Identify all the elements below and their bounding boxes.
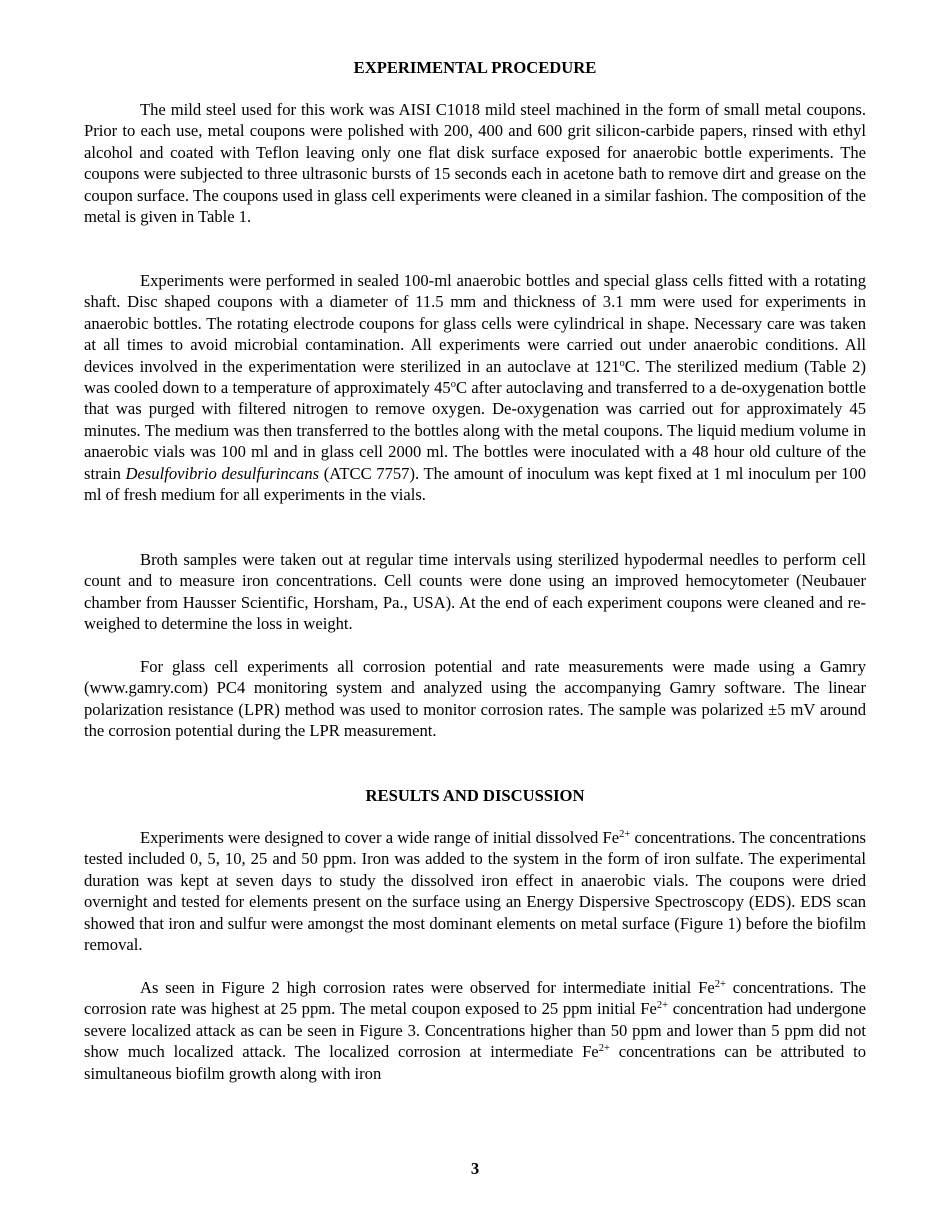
degree-superscript: o [450,379,456,391]
paragraph-text: concentrations. The corrosion rate was highest at 25 ppm. The metal coupon exposed to 25 ppm initial Fe [84,978,866,1019]
paragraph-experiments-setup [84,270,866,505]
paragraph-glass-cell: For glass cell experiments all corrosion potential and rate measurements were made using a Gamry (www.gamry.com) PC4 monitoring system and analyzed using the accompanying Gamry software. The linear polarization resistance (LPR) method was used to monitor corrosion rates. The sample was polarized ±5 mV around the corrosion potential during the LPR measurement. [84,657,866,741]
section-heading-results-discussion: RESULTS AND DISCUSSION [365,786,585,805]
paragraph-text: C. The sterilized medium (Table 2) was cooled down to a temperature of approximately 45 [84,356,866,398]
species-name: Desulfovibrio desulfurincans [125,463,320,483]
paragraph-text: (ATCC 7757). The amount of inoculum was kept fixed at 1 ml inoculum per 100 ml of fresh medium for all experiments in the vials. [84,463,867,505]
paragraph-text: Experiments were designed to cover a wide range of initial dissolved Fe [140,828,620,847]
ion-charge-superscript: 2+ [714,979,726,990]
paragraph-text: As seen in Figure 2 high corrosion rates were observed for intermediate initial Fe [140,978,715,997]
paragraph-broth-samples: Broth samples were taken out at regular time intervals using sterilized hypodermal needles to perform cell count and to measure iron concentrations. Cell counts were done using an improved hemocytometer (Neubauer chamber from Hausser Scientific, Horsham, Pa., USA). At the end of each experiment coupons were cleaned and re-weighed to determine the loss in weight. [84,550,866,634]
ion-charge-superscript: 2+ [598,1043,610,1055]
paragraph-text: concentration had undergone severe localized attack as can be seen in Figure 3. Concentrations higher than 50 ppm and lower than 5 ppm did not show much localized attack. The localized corrosion at intermediate Fe [84,999,866,1062]
paragraph-materials: The mild steel used for this work was AISI C1018 mild steel machined in the form of small metal coupons. Prior to each use, metal coupons were polished with 200, 400 and 600 grit silicon-carbide papers, rinsed with ethyl alcohol and coated with Teflon leaving only one flat disk surface exposed for anaerobic bottle experiments. The coupons were subjected to three ultrasonic bursts of 15 seconds each in acetone bath to remove dirt and grease on the coupon surface. The coupons used in glass cell experiments were cleaned in a similar fashion. The composition of the metal is given in Table 1. [84,100,866,227]
paragraph-text: concentrations can be attributed to simultaneous biofilm growth along with iron [84,1042,867,1083]
paragraph-text: concentrations. The concentrations tested included 0, 5, 10, 25 and 50 ppm. Iron was added to the system in the form of iron sulfate. The experimental duration was kept at seven days to study the dissolved iron effect in anaerobic vials. The coupons were dried overnight and tested for elements present on the surface using an Energy Dispersive Spectroscopy (EDS). EDS scan showed that iron and sulfur were amongst the most dominant elements on metal surface (Figure 1) before the biofilm removal. [84,828,866,955]
paragraph-text: Experiments were performed in sealed 100-ml anaerobic bottles and special glass cells fitted with a rotating shaft. Disc shaped coupons with a diameter of 11.5 mm and thickness of 3.1 mm were used for experiments in anaerobic bottles. The rotating electrode coupons for glass cells were cylindrical in shape. Necessary care was taken at all times to avoid microbial contamination. All experiments were carried out under anaerobic conditions. All devices involved in the experimentation were sterilized in an autoclave at 121 [84,271,866,376]
paragraph-corrosion-rates [84,977,866,1084]
paragraph-iron-concentrations [84,827,866,955]
ion-charge-superscript: 2+ [656,1000,669,1012]
paragraph-text: C after autoclaving and transferred to a de-oxygenation bottle that was purged with filtered nitrogen to remove oxygen. De-oxygenation was carried out for approximately 45 minutes. The medium was then transferred to the bottles along with the metal coupons. The liquid medium volume in anaerobic vials was 100 ml and in glass cell 2000 ml. The bottles were inoculated with a 48 hour old culture of the strain [84,378,866,483]
ion-charge-superscript: 2+ [619,829,631,840]
degree-superscript: o [619,357,625,369]
section-heading-experimental-procedure: EXPERIMENTAL PROCEDURE [353,58,597,77]
page-number: 3 [470,1159,480,1178]
